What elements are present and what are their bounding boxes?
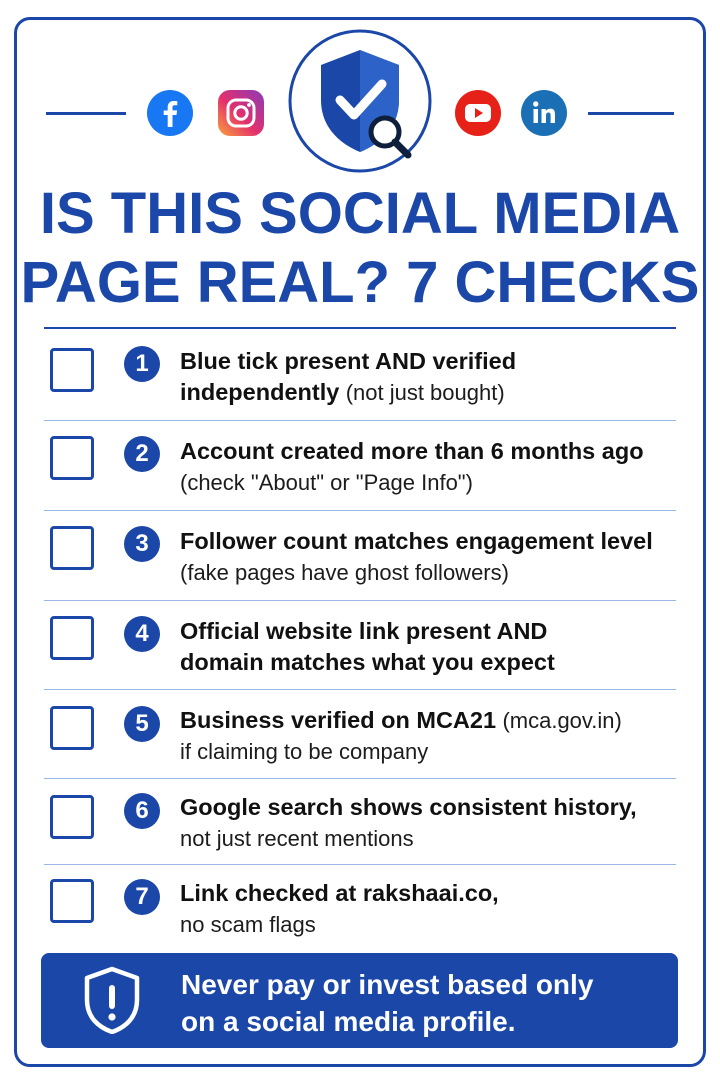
check-title: Follower count matches engagement level bbox=[180, 528, 653, 554]
step-number-badge: 5 bbox=[124, 706, 160, 742]
step-number-badge: 6 bbox=[124, 793, 160, 829]
youtube-icon bbox=[455, 90, 501, 136]
checklist-item bbox=[44, 690, 676, 779]
title-divider bbox=[44, 327, 676, 329]
checklist-item bbox=[44, 779, 676, 865]
checklist-item bbox=[44, 332, 676, 421]
check-box[interactable] bbox=[50, 616, 94, 660]
check-title: Account created more than 6 months ago bbox=[180, 438, 644, 464]
check-text bbox=[180, 526, 676, 588]
check-text bbox=[180, 705, 676, 767]
header-divider-left bbox=[46, 112, 126, 115]
title-line-2: PAGE REAL? 7 CHECKS bbox=[20, 250, 700, 315]
warning-line-1: Never pay or invest based only bbox=[181, 969, 594, 1000]
step-number-badge: 4 bbox=[124, 616, 160, 652]
shield-exclamation-icon bbox=[83, 966, 141, 1034]
check-box[interactable] bbox=[50, 436, 94, 480]
check-note: if claiming to be company bbox=[180, 739, 429, 764]
checklist-item bbox=[44, 601, 676, 690]
check-text bbox=[180, 346, 676, 408]
check-box[interactable] bbox=[50, 795, 94, 839]
check-box[interactable] bbox=[50, 348, 94, 392]
shield-check-magnifier-icon bbox=[287, 28, 433, 174]
check-title: Blue tick present AND verified bbox=[180, 348, 517, 374]
check-title: Google search shows consistent history, bbox=[180, 794, 637, 820]
check-note: (check "About" or "Page Info") bbox=[180, 470, 473, 495]
step-number-badge: 1 bbox=[124, 346, 160, 382]
check-text bbox=[180, 616, 676, 678]
check-note: (fake pages have ghost followers) bbox=[180, 560, 509, 585]
linkedin-icon bbox=[521, 90, 567, 136]
step-number-badge: 7 bbox=[124, 879, 160, 915]
warning-line-2: on a social media profile. bbox=[181, 1006, 516, 1037]
header-divider-right bbox=[588, 112, 674, 115]
checklist-item bbox=[44, 511, 676, 601]
warning-banner bbox=[41, 953, 678, 1048]
checklist-item bbox=[44, 865, 676, 951]
check-title: Link checked at rakshaai.co, bbox=[180, 880, 499, 906]
check-box[interactable] bbox=[50, 879, 94, 923]
facebook-icon bbox=[147, 90, 193, 136]
check-title: Business verified on MCA21 bbox=[180, 707, 497, 733]
check-title-cont: domain matches what you expect bbox=[180, 649, 555, 675]
title-line-1: IS THIS SOCIAL MEDIA bbox=[39, 181, 681, 246]
check-text bbox=[180, 792, 676, 854]
check-text bbox=[180, 878, 676, 940]
check-text bbox=[180, 436, 676, 498]
check-note: not just recent mentions bbox=[180, 826, 414, 851]
step-number-badge: 2 bbox=[124, 436, 160, 472]
check-title-cont: independently bbox=[180, 379, 340, 405]
warning-text bbox=[181, 966, 661, 1040]
check-note-inline: (mca.gov.in) bbox=[502, 708, 622, 733]
checklist-item bbox=[44, 421, 676, 511]
instagram-icon bbox=[218, 90, 264, 136]
step-number-badge: 3 bbox=[124, 526, 160, 562]
check-note: no scam flags bbox=[180, 912, 316, 937]
check-box[interactable] bbox=[50, 526, 94, 570]
check-box[interactable] bbox=[50, 706, 94, 750]
checklist bbox=[44, 332, 676, 951]
check-title: Official website link present AND bbox=[180, 618, 548, 644]
check-note: (not just bought) bbox=[345, 380, 505, 405]
header bbox=[0, 0, 720, 165]
